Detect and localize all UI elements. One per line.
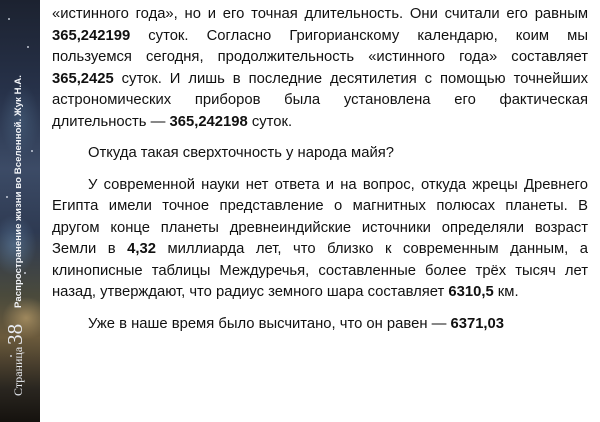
number-highlight: 6310,5	[448, 284, 494, 300]
text-run: суток.	[247, 113, 293, 130]
text-run: Откуда такая сверхточность у народа майя?	[88, 145, 394, 161]
paragraph-modern-calc	[52, 314, 588, 336]
sidebar-decorative-strip	[0, 0, 40, 422]
number-highlight: 365,2425	[52, 70, 114, 87]
text-run: «истинного года», но и его точная длительность. Они считали его равным	[52, 6, 588, 22]
number-highlight: 6371,03	[450, 315, 505, 332]
paragraph-ancient-knowledge	[52, 175, 588, 304]
text-run: У современной науки нет ответа и на вопрос, откуда жрецы Древнего Египта имели точное представление о магнитных полюсах планеты. В другом конце планеты древнеиндийские источники определяли возраст Земли в	[52, 176, 588, 257]
document-body	[52, 4, 588, 345]
number-highlight: 365,242199	[52, 27, 131, 44]
text-run: км.	[493, 284, 519, 300]
paragraph-true-year	[52, 4, 588, 133]
star-dot	[27, 46, 29, 48]
paragraph-question	[52, 143, 588, 165]
star-dot	[31, 150, 33, 152]
page-word: Страница	[11, 346, 25, 396]
star-dot	[8, 18, 10, 20]
running-title: Распространение жизни во Вселенной. Жук Н.А.	[13, 75, 24, 308]
page-number-label	[3, 323, 27, 396]
text-run: суток. И лишь в последние десятилетия с помощью точнейших астрономических приборов была установлена его фактическая длительность —	[52, 70, 588, 130]
number-highlight: 4,32	[127, 241, 156, 257]
number-highlight: 365,242198	[169, 113, 248, 130]
star-dot	[6, 196, 8, 198]
text-run: Уже в наше время было высчитано, что он равен —	[88, 315, 451, 332]
page-number: 38	[3, 323, 27, 345]
text-run: миллиарда лет, что близко к современным данным, а клинописные таблицы Междуречья, составленные более трёх тысяч лет назад, утверждают, что радиус земного шара составляет	[52, 241, 588, 300]
text-run: суток. Согласно Григорианскому календарю, коим мы пользуемся сегодня, продолжительность «истинного года» составляет	[52, 27, 588, 65]
